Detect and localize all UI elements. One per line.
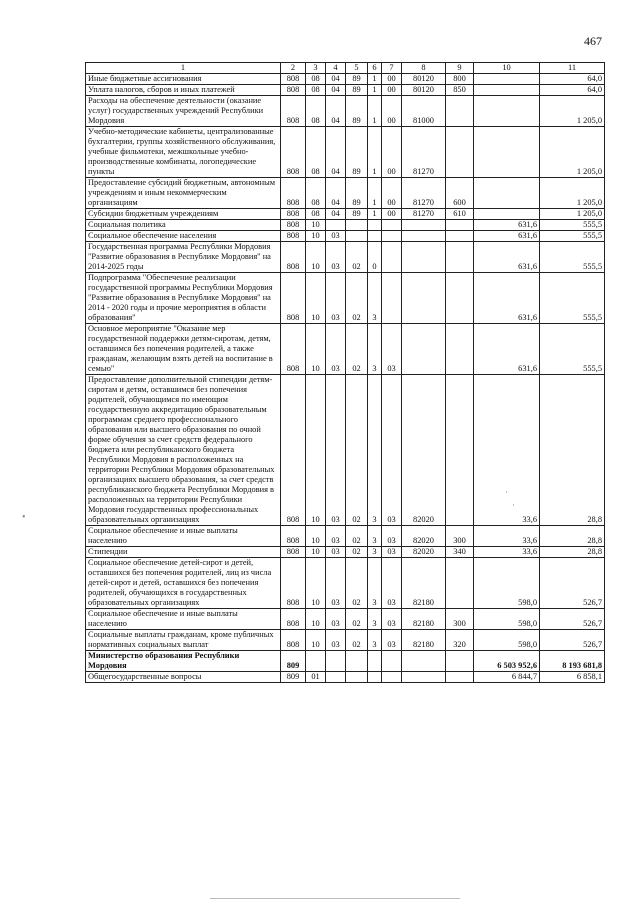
cell-section [306, 651, 326, 672]
cell-program: 02 [346, 609, 368, 630]
cell-subsection: 04 [326, 209, 346, 220]
row-name: Субсидии бюджетным учреждениям [86, 209, 281, 220]
cell-program [346, 231, 368, 242]
scan-artifact-line [210, 898, 460, 899]
cell-amount-col10: 631,6 [474, 220, 540, 231]
row-name: Государственная программа Республики Мордовия "Развитие образования в Республике Мордовия" на 2014-2025 годы [86, 242, 281, 273]
cell-direction: 82180 [402, 609, 446, 630]
cell-ministry-code: 808 [281, 375, 306, 526]
table-row [86, 558, 605, 609]
cell-subprogram: 3 [368, 558, 382, 609]
row-name: Подпрограмма "Обеспечение реализации государственной программы Республики Мордовия "Развитие образования в Республике Мордовия" на 2014 - 2020 годы и прочие мероприятия в области образования" [86, 273, 281, 324]
cell-subsection: 03 [326, 630, 346, 651]
table-row [86, 220, 605, 231]
cell-ministry-code: 808 [281, 324, 306, 375]
cell-main-activity: 00 [382, 209, 402, 220]
row-name: Социальные выплаты гражданам, кроме публичных нормативных социальных выплат [86, 630, 281, 651]
table-row [86, 375, 605, 526]
cell-subprogram [368, 220, 382, 231]
cell-expense-type: 800 [446, 74, 474, 85]
cell-amount-col10: 33,6 [474, 375, 540, 526]
cell-amount-col11: 526,7 [540, 558, 605, 609]
cell-amount-col11: 64,0 [540, 85, 605, 96]
cell-amount-col10: 598,0 [474, 630, 540, 651]
cell-subsection: 03 [326, 547, 346, 558]
row-name: Общегосударственные вопросы [86, 672, 281, 683]
cell-ministry-code: 808 [281, 547, 306, 558]
row-name: Социальное обеспечение и иные выплаты населению [86, 609, 281, 630]
cell-section: 10 [306, 273, 326, 324]
cell-subsection [326, 220, 346, 231]
cell-main-activity [382, 231, 402, 242]
scan-speck: · [512, 500, 515, 510]
table-row [86, 74, 605, 85]
column-header: 3 [306, 63, 326, 74]
cell-expense-type [446, 273, 474, 324]
cell-direction [402, 220, 446, 231]
cell-program [346, 672, 368, 683]
cell-expense-type: 300 [446, 609, 474, 630]
cell-amount-col10: 631,6 [474, 324, 540, 375]
cell-amount-col10: 598,0 [474, 609, 540, 630]
row-name: Социальная политика [86, 220, 281, 231]
column-header: 7 [382, 63, 402, 74]
cell-subsection: 03 [326, 526, 346, 547]
cell-subsection: 03 [326, 324, 346, 375]
cell-section: 08 [306, 178, 326, 209]
cell-main-activity [382, 273, 402, 324]
cell-main-activity: 00 [382, 85, 402, 96]
cell-expense-type: 600 [446, 178, 474, 209]
cell-main-activity: 03 [382, 547, 402, 558]
cell-program: 89 [346, 209, 368, 220]
cell-subprogram: 3 [368, 547, 382, 558]
table-row [86, 242, 605, 273]
cell-subprogram: 1 [368, 209, 382, 220]
cell-direction [402, 242, 446, 273]
cell-subsection: 03 [326, 242, 346, 273]
cell-amount-col10 [474, 96, 540, 127]
cell-amount-col10 [474, 74, 540, 85]
cell-ministry-code: 808 [281, 609, 306, 630]
cell-program: 02 [346, 630, 368, 651]
column-header: 2 [281, 63, 306, 74]
table-row [86, 526, 605, 547]
cell-expense-type: 610 [446, 209, 474, 220]
cell-expense-type [446, 231, 474, 242]
column-header: 1 [86, 63, 281, 74]
cell-subsection: 04 [326, 178, 346, 209]
cell-ministry-code: 808 [281, 209, 306, 220]
cell-amount-col11: 555,5 [540, 324, 605, 375]
scan-speck: · [505, 487, 508, 497]
column-header: 11 [540, 63, 605, 74]
cell-subsection: 03 [326, 558, 346, 609]
cell-direction [402, 231, 446, 242]
cell-section: 10 [306, 547, 326, 558]
cell-subprogram: 1 [368, 85, 382, 96]
cell-direction: 80120 [402, 74, 446, 85]
cell-expense-type [446, 651, 474, 672]
cell-direction: 81270 [402, 209, 446, 220]
cell-amount-col10: 631,6 [474, 242, 540, 273]
cell-expense-type [446, 672, 474, 683]
cell-ministry-code: 809 [281, 651, 306, 672]
cell-direction [402, 651, 446, 672]
cell-ministry-code: 808 [281, 558, 306, 609]
cell-main-activity [382, 651, 402, 672]
cell-ministry-code: 808 [281, 630, 306, 651]
cell-direction: 82020 [402, 547, 446, 558]
column-header: 4 [326, 63, 346, 74]
cell-program: 02 [346, 526, 368, 547]
cell-amount-col10: 598,0 [474, 558, 540, 609]
cell-program [346, 220, 368, 231]
cell-amount-col10: 631,6 [474, 231, 540, 242]
cell-ministry-code: 808 [281, 127, 306, 178]
cell-main-activity [382, 242, 402, 273]
cell-ministry-code: 808 [281, 85, 306, 96]
row-name: Учебно-методические кабинеты, централизованные бухгалтерии, группы хозяйственного обслуживания, учебные фильмотеки, межшкольные учебно-производственные комбинаты, логопедические пункты [86, 127, 281, 178]
row-name: Министерство образования Республики Мордовия [86, 651, 281, 672]
cell-amount-col11: 28,8 [540, 547, 605, 558]
cell-subsection: 04 [326, 85, 346, 96]
cell-section: 08 [306, 96, 326, 127]
cell-section: 08 [306, 74, 326, 85]
cell-direction [402, 324, 446, 375]
table-row [86, 127, 605, 178]
column-header: 9 [446, 63, 474, 74]
cell-main-activity: 00 [382, 127, 402, 178]
cell-subprogram [368, 672, 382, 683]
row-name: Основное мероприятие "Оказание мер государственной поддержки детям-сиротам, детям, оставшимся без попечения родителей, а также гражданам, желающим взять детей на воспитание в семью" [86, 324, 281, 375]
cell-direction: 81270 [402, 127, 446, 178]
cell-section: 08 [306, 85, 326, 96]
cell-subprogram: 1 [368, 96, 382, 127]
cell-main-activity [382, 672, 402, 683]
margin-mark: • [22, 512, 26, 523]
cell-expense-type [446, 242, 474, 273]
cell-subsection [326, 651, 346, 672]
cell-amount-col11: 1 205,0 [540, 178, 605, 209]
cell-ministry-code: 808 [281, 526, 306, 547]
cell-subsection: 03 [326, 231, 346, 242]
cell-section: 10 [306, 609, 326, 630]
cell-ministry-code: 808 [281, 96, 306, 127]
cell-amount-col10 [474, 209, 540, 220]
cell-program: 02 [346, 375, 368, 526]
row-name: Уплата налогов, сборов и иных платежей [86, 85, 281, 96]
cell-subprogram: 3 [368, 273, 382, 324]
cell-program: 89 [346, 127, 368, 178]
cell-subprogram [368, 231, 382, 242]
cell-program: 89 [346, 96, 368, 127]
cell-section: 08 [306, 127, 326, 178]
cell-program: 02 [346, 547, 368, 558]
cell-amount-col11: 555,5 [540, 242, 605, 273]
cell-subprogram: 1 [368, 74, 382, 85]
row-name: Иные бюджетные ассигнования [86, 74, 281, 85]
cell-amount-col11: 64,0 [540, 74, 605, 85]
row-name: Стипендии [86, 547, 281, 558]
cell-expense-type [446, 558, 474, 609]
table-row [86, 630, 605, 651]
cell-subsection: 04 [326, 127, 346, 178]
cell-program: 02 [346, 273, 368, 324]
cell-section: 10 [306, 231, 326, 242]
cell-subprogram: 1 [368, 178, 382, 209]
row-name: Социальное обеспечение и иные выплаты населению [86, 526, 281, 547]
cell-expense-type: 340 [446, 547, 474, 558]
cell-main-activity [382, 220, 402, 231]
row-name: Социальное обеспечение детей-сирот и детей, оставшихся без попечения родителей, лиц из числа детей-сирот и детей, оставшихся без попечения родителей, обучающихся в государственных образовательных организациях [86, 558, 281, 609]
cell-amount-col10 [474, 85, 540, 96]
cell-ministry-code: 808 [281, 231, 306, 242]
cell-ministry-code: 809 [281, 672, 306, 683]
table-row [86, 651, 605, 672]
cell-direction: 81000 [402, 96, 446, 127]
column-header: 8 [402, 63, 446, 74]
cell-subsection: 04 [326, 74, 346, 85]
cell-amount-col10: 6 844,7 [474, 672, 540, 683]
cell-subsection: 04 [326, 96, 346, 127]
cell-amount-col11: 555,5 [540, 231, 605, 242]
cell-program: 89 [346, 85, 368, 96]
column-header: 5 [346, 63, 368, 74]
cell-expense-type [446, 220, 474, 231]
table-row [86, 672, 605, 683]
cell-direction: 82180 [402, 630, 446, 651]
cell-subprogram: 0 [368, 242, 382, 273]
cell-section: 10 [306, 324, 326, 375]
table-row [86, 85, 605, 96]
cell-subprogram: 3 [368, 630, 382, 651]
cell-section: 10 [306, 526, 326, 547]
cell-subprogram: 3 [368, 526, 382, 547]
cell-subsection [326, 672, 346, 683]
cell-direction: 81270 [402, 178, 446, 209]
cell-subsection: 03 [326, 609, 346, 630]
cell-amount-col11: 8 193 681,8 [540, 651, 605, 672]
cell-main-activity: 03 [382, 375, 402, 526]
cell-ministry-code: 808 [281, 74, 306, 85]
cell-expense-type [446, 324, 474, 375]
cell-subsection: 03 [326, 375, 346, 526]
cell-section: 10 [306, 375, 326, 526]
cell-ministry-code: 808 [281, 178, 306, 209]
cell-program: 02 [346, 324, 368, 375]
column-header: 10 [474, 63, 540, 74]
cell-amount-col11: 555,5 [540, 220, 605, 231]
cell-program [346, 651, 368, 672]
cell-amount-col11: 526,7 [540, 609, 605, 630]
cell-direction: 82020 [402, 375, 446, 526]
budget-table [85, 62, 605, 683]
cell-direction: 82020 [402, 526, 446, 547]
cell-amount-col11: 1 205,0 [540, 96, 605, 127]
cell-amount-col10 [474, 178, 540, 209]
cell-expense-type [446, 127, 474, 178]
cell-amount-col11: 526,7 [540, 630, 605, 651]
row-name: Расходы на обеспечение деятельности (оказание услуг) государственных учреждений Республики Мордовия [86, 96, 281, 127]
row-name: Предоставление субсидий бюджетным, автономным учреждениям и иным некоммерческим организациям [86, 178, 281, 209]
cell-direction [402, 672, 446, 683]
cell-main-activity: 00 [382, 178, 402, 209]
cell-direction [402, 273, 446, 324]
cell-section: 08 [306, 209, 326, 220]
table-row [86, 324, 605, 375]
page-number: 467 [584, 34, 602, 48]
cell-amount-col10: 33,6 [474, 547, 540, 558]
cell-expense-type: 300 [446, 526, 474, 547]
cell-amount-col10 [474, 127, 540, 178]
cell-section: 10 [306, 242, 326, 273]
cell-section: 01 [306, 672, 326, 683]
cell-expense-type: 850 [446, 85, 474, 96]
cell-amount-col10: 6 503 952,6 [474, 651, 540, 672]
cell-amount-col10: 631,6 [474, 273, 540, 324]
cell-main-activity: 00 [382, 96, 402, 127]
cell-program: 89 [346, 74, 368, 85]
cell-section: 10 [306, 630, 326, 651]
cell-section: 10 [306, 558, 326, 609]
cell-subprogram: 3 [368, 324, 382, 375]
cell-subsection: 03 [326, 273, 346, 324]
cell-amount-col11: 1 205,0 [540, 209, 605, 220]
cell-program: 02 [346, 558, 368, 609]
column-header: 6 [368, 63, 382, 74]
row-name: Предоставление дополнительной стипендии детям-сиротам и детям, оставшимся без попечения родителей, обучающимся по имеющим государственную аккредитацию образовательным программам среднего профессионального образования или высшего образования по очной форме обучения за счет средств федерального бюджета или республиканского бюджета Республики Мордовия в расположенных на территории Республики Мордовия образовательных организациях высшего образования, за счет средств республиканского бюджета Республики Мордовия в расположенных на территории Республики Мордовия государственных профессиональных образовательных организациях [86, 375, 281, 526]
cell-ministry-code: 808 [281, 242, 306, 273]
table-row [86, 178, 605, 209]
table-row [86, 609, 605, 630]
cell-amount-col11: 555,5 [540, 273, 605, 324]
table-row [86, 231, 605, 242]
cell-ministry-code: 808 [281, 273, 306, 324]
cell-main-activity: 03 [382, 526, 402, 547]
cell-amount-col11: 28,8 [540, 375, 605, 526]
cell-main-activity: 03 [382, 609, 402, 630]
cell-program: 02 [346, 242, 368, 273]
cell-subprogram: 3 [368, 375, 382, 526]
cell-expense-type [446, 96, 474, 127]
cell-expense-type [446, 375, 474, 526]
cell-direction: 80120 [402, 85, 446, 96]
budget-table-container [85, 62, 604, 683]
cell-amount-col11: 1 205,0 [540, 127, 605, 178]
cell-main-activity: 03 [382, 324, 402, 375]
table-row [86, 273, 605, 324]
cell-expense-type: 320 [446, 630, 474, 651]
cell-main-activity: 03 [382, 630, 402, 651]
table-header-row [86, 63, 605, 74]
table-row [86, 209, 605, 220]
cell-section: 10 [306, 220, 326, 231]
cell-subprogram [368, 651, 382, 672]
table-row [86, 547, 605, 558]
cell-direction: 82180 [402, 558, 446, 609]
cell-main-activity: 00 [382, 74, 402, 85]
cell-subprogram: 3 [368, 609, 382, 630]
row-name: Социальное обеспечение населения [86, 231, 281, 242]
cell-subprogram: 1 [368, 127, 382, 178]
cell-program: 89 [346, 178, 368, 209]
cell-ministry-code: 808 [281, 220, 306, 231]
cell-amount-col10: 33,6 [474, 526, 540, 547]
table-row [86, 96, 605, 127]
cell-amount-col11: 28,8 [540, 526, 605, 547]
cell-main-activity: 03 [382, 558, 402, 609]
cell-amount-col11: 6 858,1 [540, 672, 605, 683]
